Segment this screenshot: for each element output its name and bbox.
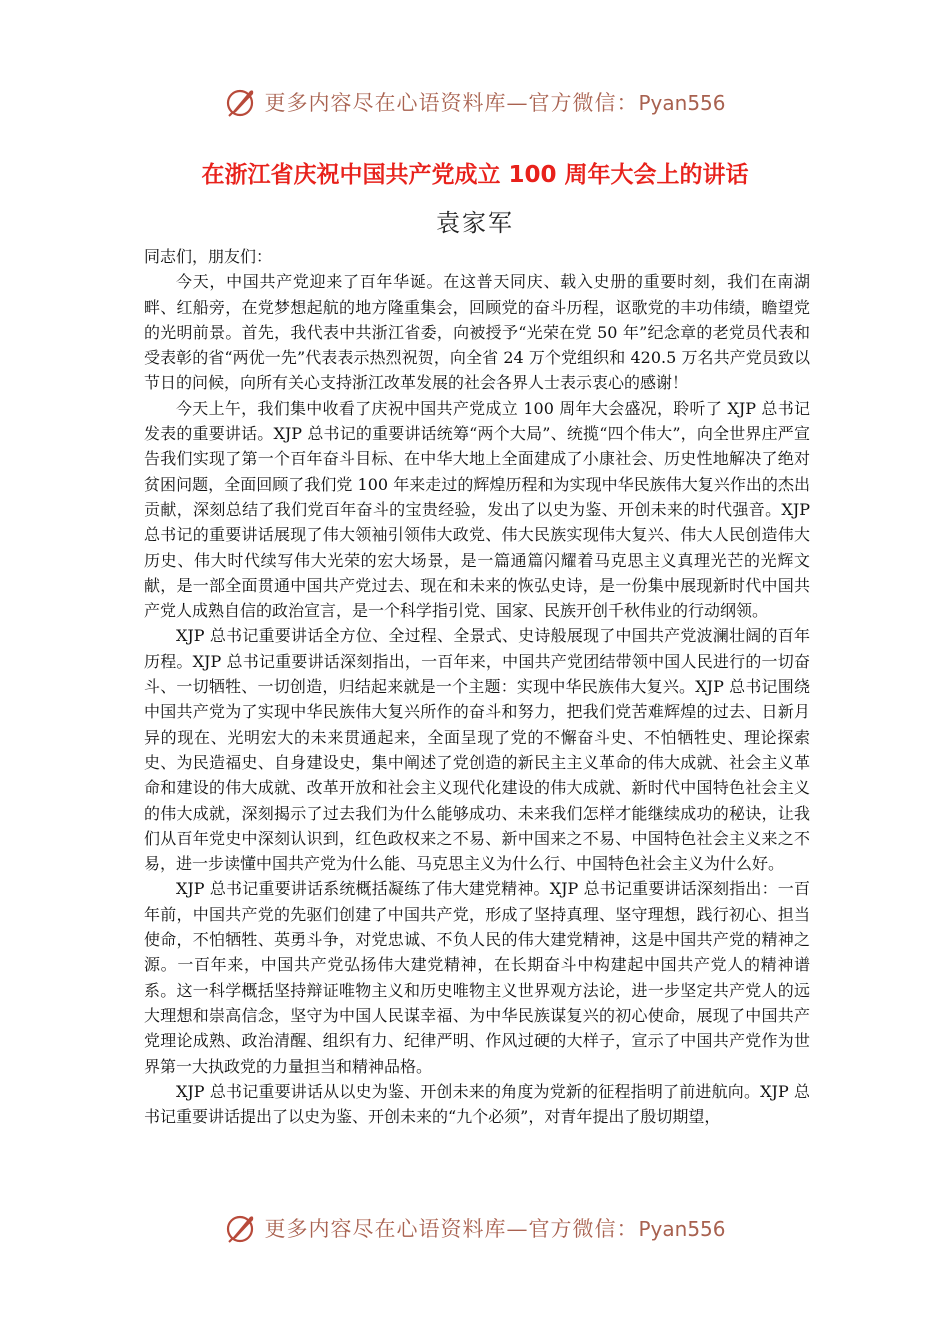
document-title: 在浙江省庆祝中国共产党成立 100 周年大会上的讲话	[201, 162, 749, 188]
salutation: 同志们，朋友们：	[144, 247, 273, 266]
document-author: 袁家军	[436, 209, 514, 237]
watermark-text: 更多内容尽在心语资料库—官方微信：Pyan556	[264, 91, 726, 115]
paragraph: XJP 总书记重要讲话从以史为鉴、开创未来的角度为党新的征程指明了前进航向。XJP 总书记重要讲话提出了以史为鉴、开创未来的“九个必须”，对青年提出了殷切期望，	[144, 1081, 810, 1127]
wechat-id: Pyan556	[638, 1217, 726, 1241]
watermark-text: 更多内容尽在心语资料库—官方微信：Pyan556	[264, 1217, 726, 1241]
paragraph: XJP 总书记重要讲话系统概括凝练了伟大建党精神。XJP 总书记重要讲话深刻指出：一百年前，中国共产党的先驱们创建了中国共产党，形成了坚持真理、坚守理想，践行初心、担当使命，不怕牺牲、英勇斗争，对党忠诚、不负人民的伟大建党精神，这是中国共产党的精神之源。一百年来，中国共产党弘扬伟大建党精神，在长期奋斗中构建起中国共产党人的精神谱系。这一科学概括坚持辩证唯物主义和历史唯物主义世界观方法论，进一步坚定共产党人的远大理想和崇高信念，坚守为中国人民谋幸福、为中华民族谋复兴的初心使命，展现了中国共产党理论成熟、政治清醒、组织有力、纪律严明、作风过硬的大样子，宣示了中国共产党作为世界第一大执政党的力量担当和精神品格。	[144, 879, 810, 1076]
wechat-id: Pyan556	[638, 91, 726, 115]
quill-pen-circle-icon	[224, 1211, 258, 1245]
paragraph: XJP 总书记重要讲话全方位、全过程、全景式、史诗般展现了中国共产党波澜壮阔的百年历程。XJP 总书记重要讲话深刻指出，一百年来，中国共产党团结带领中国人民进行的一切奋斗、一切牺牲、一切创造，归结起来就是一个主题：实现中华民族伟大复兴。XJP 总书记围绕中国共产党为了实现中华民族伟大复兴所作的奋斗和努力，把我们党苦难辉煌的过去、日新月异的现在、光明宏大的未来贯通起来，全面呈现了党的不懈奋斗史、不怕牺牲史、理论探索史、为民造福史、自身建设史，集中阐述了党创造的新民主主义革命的伟大成就、社会主义革命和建设的伟大成就、改革开放和社会主义现代化建设的伟大成就、新时代中国特色社会主义的伟大成就，深刻揭示了过去我们为什么能够成功、未来我们怎样才能继续成功的秘诀，让我们从百年党史中深刻认识到，红色政权来之不易、新中国来之不易、中国特色社会主义来之不易，进一步读懂中国共产党为什么能、马克思主义为什么行、中国特色社会主义为什么好。	[144, 626, 810, 874]
document-body	[144, 244, 810, 1129]
header-watermark	[0, 82, 950, 122]
paragraph: 今天，中国共产党迎来了百年华诞。在这普天同庆、载入史册的重要时刻，我们在南湖畔、红船旁，在党梦想起航的地方隆重集会，回顾党的奋斗历程，讴歌党的丰功伟绩，瞻望党的光明前景。首先，我代表中共浙江省委，向被授予“光荣在党 50 年”纪念章的老党员代表和受表彰的省“两优一先”代表表示热烈祝贺，向全省 24 万个党组织和 420.5 万名共产党员致以节日的问候，向所有关心支持浙江改革发展的社会各界人士表示衷心的感谢！	[144, 272, 810, 393]
paragraph: 今天上午，我们集中收看了庆祝中国共产党成立 100 周年大会盛况，聆听了 XJP 总书记发表的重要讲话。XJP 总书记的重要讲话统筹“两个大局”、统揽“四个伟大”，向全世界庄严宣告我们实现了第一个百年奋斗目标、在中华大地上全面建成了小康社会、历史性地解决了绝对贫困问题，全面回顾了我们党 100 年来走过的辉煌历程和为实现中华民族伟大复兴作出的杰出贡献，深刻总结了我们党百年奋斗的宝贵经验，发出了以史为鉴、开创未来的时代强音。XJP 总书记的重要讲话展现了伟大领袖引领伟大政党、伟大民族实现伟大复兴、伟大人民创造伟大历史、伟大时代续写伟大光荣的宏大场景，是一篇通篇闪耀着马克思主义真理光芒的光辉文献，是一部全面贯通中国共产党过去、现在和未来的恢弘史诗，是一份集中展现新时代中国共产党人成熟自信的政治宣言，是一个科学指引党、国家、民族开创千秋伟业的行动纲领。	[144, 398, 810, 621]
quill-pen-circle-icon	[224, 85, 258, 119]
footer-watermark	[0, 1208, 950, 1248]
